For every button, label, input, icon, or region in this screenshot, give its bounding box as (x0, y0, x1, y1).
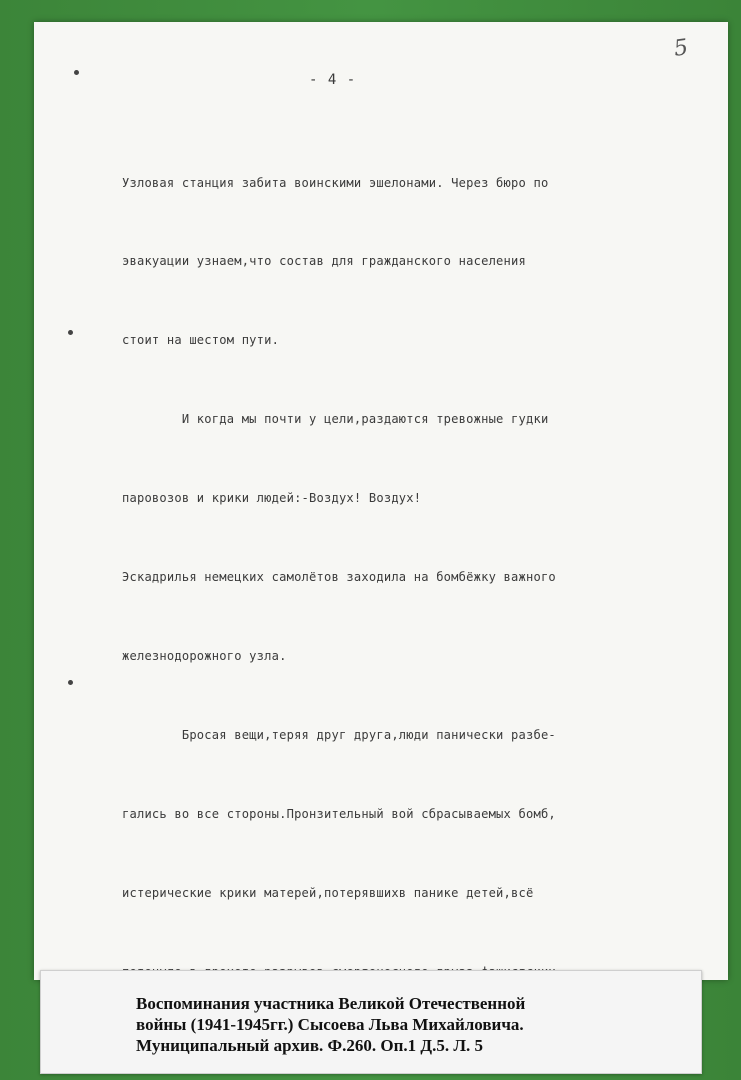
text-line: гались во все стороны.Пронзительный вой сбрасываемых бомб, (122, 806, 556, 821)
text-line: стоит на шестом пути. (122, 333, 280, 348)
punch-hole-icon (68, 330, 73, 335)
punch-hole-icon (68, 680, 73, 685)
typed-text (122, 117, 712, 980)
archive-sheet-number: 5 (672, 35, 690, 62)
typewritten-page (34, 22, 728, 980)
text-line: истерические крики матерей,потерявшихв панике детей,всё (122, 885, 534, 900)
text-line: железнодорожного узла. (122, 648, 287, 663)
text-line: И когда мы почти у цели,раздаются тревожные гудки (122, 412, 549, 427)
caption-text (136, 993, 696, 1056)
text-line: Эскадрилья немецких самолётов заходила на бомбёжку важного (122, 570, 556, 585)
text-line: Бросая вещи,теряя друг друга,люди панически разбе- (122, 727, 556, 742)
exhibit-caption-card (40, 970, 702, 1074)
text-line: эвакуации узнаем,что состав для гражданского населения (122, 254, 526, 269)
caption-line: войны (1941-1945гг.) Сысоева Льва Михайловича. (136, 1015, 524, 1034)
page-number: - 4 - (309, 72, 357, 88)
text-line: Узловая станция забита воинскими эшелонами. Через бюро по (122, 175, 549, 190)
caption-line: Муниципальный архив. Ф.260. Оп.1 Д.5. Л. 5 (136, 1036, 483, 1055)
caption-line: Воспоминания участника Великой Отечественной (136, 994, 526, 1013)
text-line: паровозов и крики людей:-Воздух! Воздух! (122, 491, 422, 506)
punch-hole-icon (74, 70, 79, 75)
